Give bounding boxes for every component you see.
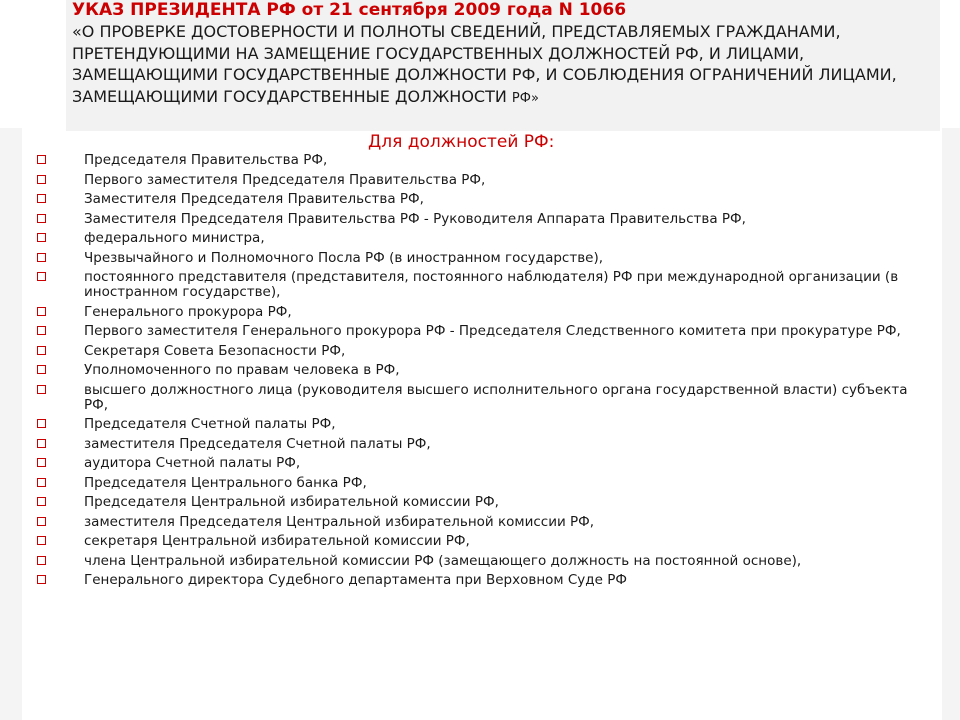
list-item-text: Заместителя Председателя Правительства РФ - Руководителя Аппарата Правительства РФ, xyxy=(84,210,746,227)
list-item xyxy=(36,270,916,300)
square-outline-icon xyxy=(37,194,46,203)
list-item-text: Чрезвычайного и Полномочного Посла РФ (в иностранном государстве), xyxy=(84,249,604,266)
list-item xyxy=(36,573,916,588)
right-margin-panel xyxy=(942,128,960,720)
decree-subtitle xyxy=(72,21,932,109)
list-item xyxy=(36,476,916,491)
list-item-text: постоянного представителя (представителя, постоянного наблюдателя) РФ при международной организации (в иностранном государстве), xyxy=(84,269,899,300)
list-item-text: заместителя Председателя Центральной избирательной комиссии РФ, xyxy=(84,513,595,530)
list-item-text: Заместителя Председателя Правительства РФ, xyxy=(84,191,424,207)
list-item xyxy=(36,344,916,359)
positions-list xyxy=(36,153,916,593)
list-item-text: Генерального прокурора РФ, xyxy=(84,303,292,320)
list-item xyxy=(36,324,916,339)
decree-title: УКАЗ ПРЕЗИДЕНТА РФ от 21 сентября 2009 года N 1066 xyxy=(72,0,627,20)
decree-subtitle-tail: РФ» xyxy=(511,90,539,106)
list-item xyxy=(36,305,916,320)
square-outline-icon xyxy=(37,497,46,506)
list-item xyxy=(36,231,916,246)
square-outline-icon xyxy=(37,439,46,448)
list-item xyxy=(36,534,916,549)
list-item xyxy=(36,383,916,413)
square-outline-icon xyxy=(37,575,46,584)
list-item-text: Уполномоченного по правам человека в РФ, xyxy=(84,362,400,378)
list-item xyxy=(36,515,916,530)
list-item xyxy=(36,192,916,207)
decree-subtitle-main: «О ПРОВЕРКЕ ДОСТОВЕРНОСТИ И ПОЛНОТЫ СВЕДЕНИЙ, ПРЕДСТАВЛЯЕМЫХ ГРАЖДАНАМИ, ПРЕТЕНДУЮЩИМИ НА ЗАМЕЩЕНИЕ ГОСУДАРСТВЕННЫХ ДОЛЖНОСТЕЙ РФ, И ЛИЦАМИ, ЗАМЕЩАЮЩИМИ ГОСУДАРСТВЕННЫЕ ДОЛЖНОСТИ РФ, И СОБЛЮДЕНИЯ ОГРАНИЧЕНИЙ ЛИЦАМИ, ЗАМЕЩАЮЩИМИ ГОСУДАРСТВЕННЫЕ ДОЛЖНОСТИ xyxy=(72,22,897,106)
list-item-text: Генерального директора Судебного департамента при Верховном Суде РФ xyxy=(84,572,627,588)
square-outline-icon xyxy=(37,155,46,164)
list-item-text: аудитора Счетной палаты РФ, xyxy=(84,455,301,471)
list-item-text: заместителя Председателя Счетной палаты РФ, xyxy=(84,435,431,452)
square-outline-icon xyxy=(37,214,46,223)
left-margin-panel xyxy=(0,128,22,720)
square-outline-icon xyxy=(37,326,46,335)
square-outline-icon xyxy=(37,458,46,467)
list-item-text: Председателя Центрального банка РФ, xyxy=(84,474,367,491)
list-item xyxy=(36,153,916,168)
square-outline-icon xyxy=(37,307,46,316)
list-item xyxy=(36,212,916,227)
decree-header xyxy=(66,0,940,131)
square-outline-icon xyxy=(37,385,46,394)
list-item xyxy=(36,456,916,471)
list-item xyxy=(36,495,916,510)
list-item xyxy=(36,173,916,188)
square-outline-icon xyxy=(37,517,46,526)
square-outline-icon xyxy=(37,536,46,545)
square-outline-icon xyxy=(37,478,46,487)
list-item xyxy=(36,437,916,452)
square-outline-icon xyxy=(37,175,46,184)
list-item-text: Первого заместителя Генерального прокурора РФ - Председателя Следственного комитета при прокуратуре РФ, xyxy=(84,323,901,339)
square-outline-icon xyxy=(37,346,46,355)
list-item-text: федерального министра, xyxy=(84,230,265,246)
list-item-text: секретаря Центральной избирательной комиссии РФ, xyxy=(84,533,470,549)
list-item-text: Председателя Счетной палаты РФ, xyxy=(84,416,336,432)
list-item-text: Секретаря Совета Безопасности РФ, xyxy=(84,342,346,359)
list-item-text: Первого заместителя Председателя Правительства РФ, xyxy=(84,171,486,188)
list-item xyxy=(36,417,916,432)
square-outline-icon xyxy=(37,419,46,428)
list-item xyxy=(36,251,916,266)
list-item-text: Председателя Центральной избирательной комиссии РФ, xyxy=(84,494,499,510)
list-item-text: Председателя Правительства РФ, xyxy=(84,152,328,168)
square-outline-icon xyxy=(37,272,46,281)
square-outline-icon xyxy=(37,233,46,242)
list-item xyxy=(36,554,916,569)
list-item-text: высшего должностного лица (руководителя высшего исполнительного органа государственной власти) субъекта РФ, xyxy=(84,381,908,413)
section-title: Для должностей РФ: xyxy=(368,132,555,152)
list-item xyxy=(36,363,916,378)
square-outline-icon xyxy=(37,253,46,262)
list-item-text: члена Центральной избирательной комиссии РФ (замещающего должность на постоянной основе), xyxy=(84,552,802,569)
square-outline-icon xyxy=(37,556,46,565)
square-outline-icon xyxy=(37,365,46,374)
